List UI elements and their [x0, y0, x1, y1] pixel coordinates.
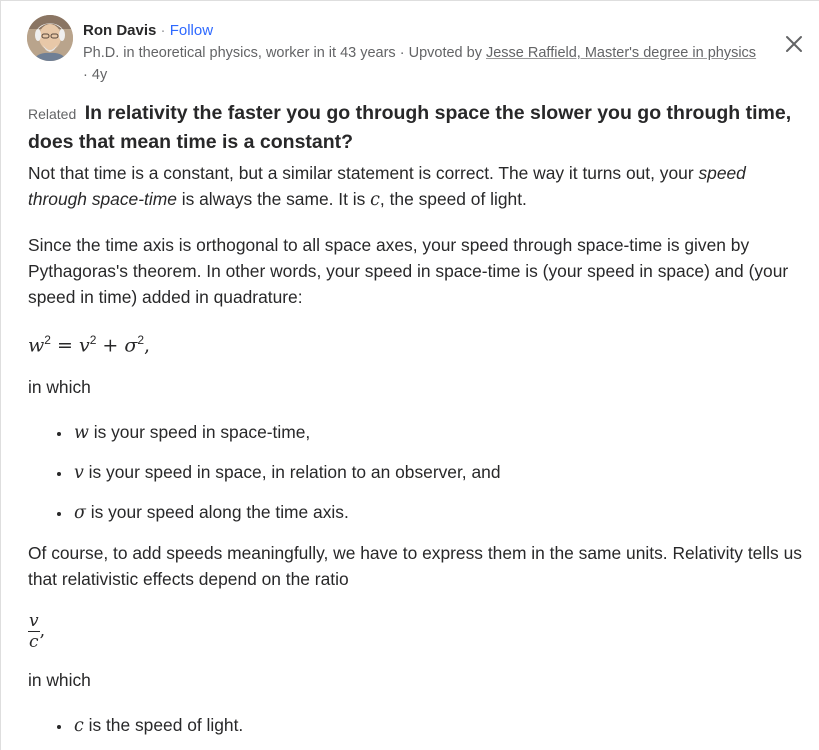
list-item-text: is your speed along the time axis. [85, 502, 349, 522]
math-c: c [370, 190, 380, 210]
paragraph-1-text-2: is always the same. It is [176, 189, 371, 209]
list-item-text: is your speed in space-time, [88, 422, 311, 442]
upvoted-prefix: Upvoted by [408, 45, 482, 61]
list-item [72, 712, 809, 739]
paragraph-1-text-3: , the speed of light. [379, 189, 527, 209]
math-comma: , [39, 621, 46, 642]
separator: · [160, 22, 166, 39]
list-item [72, 459, 809, 486]
math-symbol: c [74, 716, 84, 736]
in-which-2: in which [28, 670, 91, 690]
math-symbol: σ [74, 503, 86, 523]
related-tag: Related [28, 106, 77, 122]
list-item-text: is your speed in space, in relation to an observer, and [83, 462, 501, 482]
answer-age[interactable]: 4y [91, 67, 108, 83]
list-item [72, 419, 809, 446]
related-question[interactable] [28, 99, 809, 156]
separator: · [83, 67, 88, 83]
math-w: w [28, 334, 45, 357]
math-exponent: 2 [137, 333, 145, 347]
math-exponent: 2 [44, 333, 51, 347]
math-symbol: v [74, 463, 84, 483]
paragraph-1-text: Not that time is a constant, but a similar statement is correct. The way it turns out, your [28, 163, 699, 183]
list-item [72, 499, 809, 526]
paragraph-2: Since the time axis is orthogonal to all space axes, your speed through space-time is given by Pythagoras's theorem. In other words, your speed in space-time is (your speed in space) and (your speed in time) added in quadrature: [28, 235, 789, 307]
separator: · [399, 45, 405, 61]
author-meta [83, 21, 815, 86]
fraction-numerator: v [29, 611, 39, 631]
close-button[interactable] [785, 35, 803, 53]
close-icon [785, 35, 803, 53]
equation [28, 325, 809, 355]
author-credential[interactable]: Ph.D. in theoretical physics, worker in it 43 years [83, 45, 396, 61]
author-credential-line [83, 42, 815, 86]
math-exponent: 2 [89, 333, 97, 347]
paragraph-3: Of course, to add speeds meaningfully, we have to express them in the same units. Relativity tells us that relativistic effects depend on the ratio [28, 543, 802, 589]
answer-content [28, 99, 809, 750]
author-line [83, 21, 815, 41]
in-which-1: in which [28, 377, 91, 397]
paragraph-1-emphasis: speed through space-time [28, 163, 746, 209]
paragraph-1 [28, 160, 809, 213]
math-equals: = [50, 334, 79, 357]
definition-list-2 [28, 712, 809, 739]
follow-button[interactable]: Follow [169, 22, 214, 39]
fraction-denominator: c [29, 632, 39, 652]
upvoter-link[interactable]: Jesse Raffield, Master's degree in physics [485, 45, 757, 61]
math-sigma: σ [124, 334, 138, 357]
question-title[interactable]: In relativity the faster you go through space the slower you go through time, does that mean time is a constant? [28, 102, 792, 153]
fraction-v-over-c [28, 611, 40, 652]
math-v: v [78, 334, 90, 357]
fraction-block [28, 611, 809, 657]
author-name[interactable]: Ron Davis [83, 22, 157, 39]
math-comma: , [144, 334, 151, 357]
avatar-image [27, 15, 73, 61]
math-plus: + [96, 334, 125, 357]
definition-list-1 [28, 419, 809, 526]
avatar[interactable] [27, 15, 73, 61]
math-symbol: w [74, 423, 89, 443]
list-item-text: is the speed of light. [83, 715, 244, 735]
